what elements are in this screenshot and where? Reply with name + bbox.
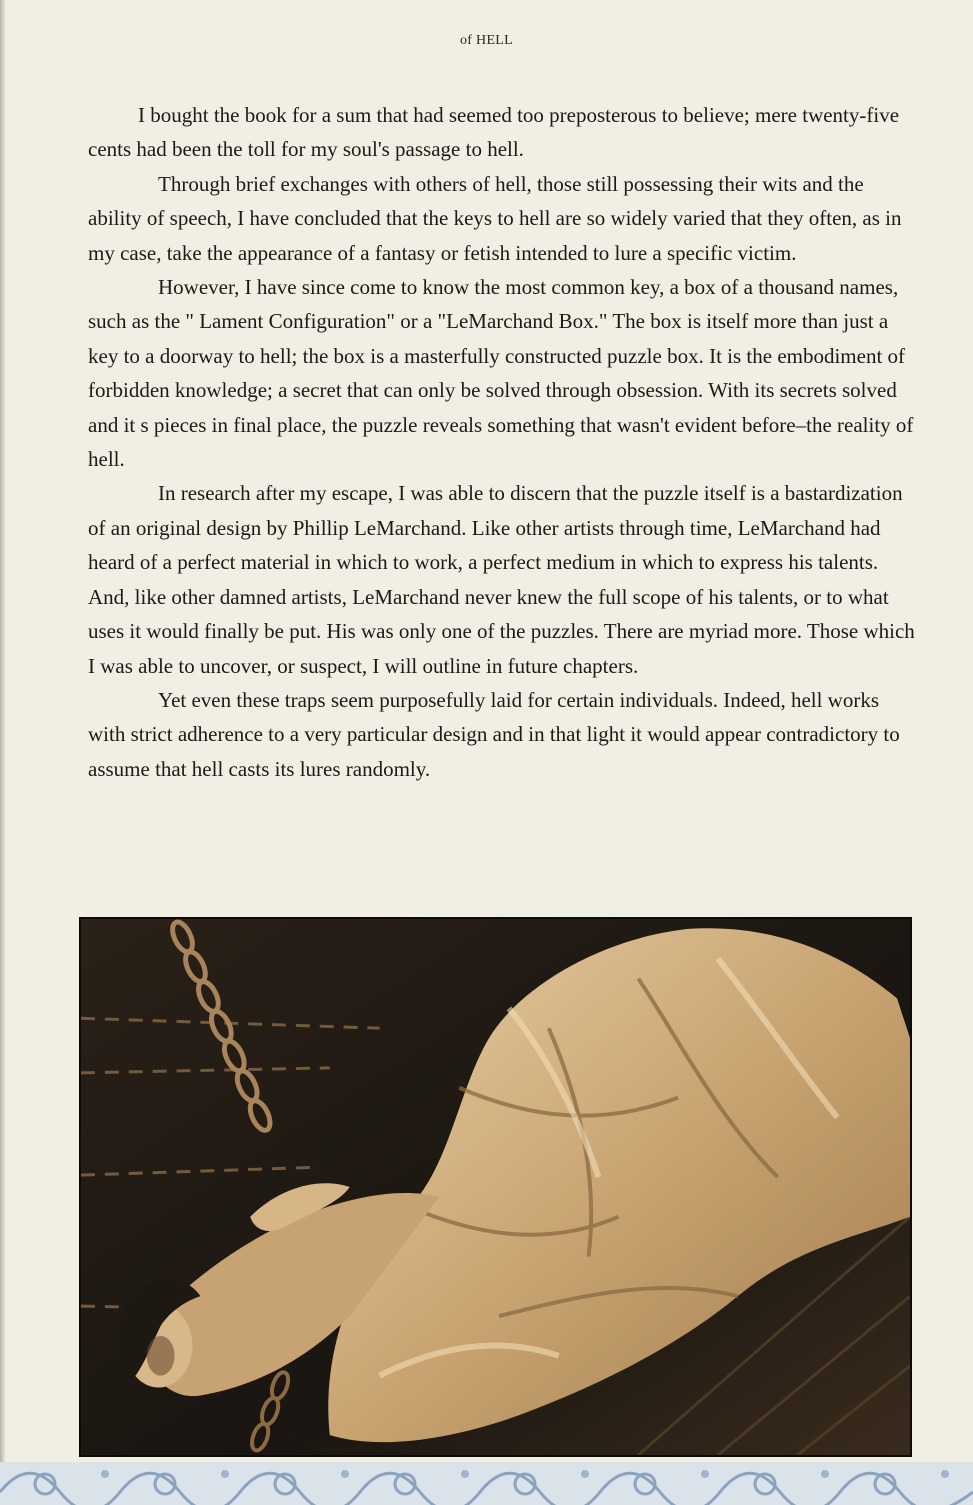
decorative-border <box>0 1462 973 1505</box>
illustration-art <box>81 919 910 1455</box>
paragraph: I bought the book for a sum that had seemed too preposterous to believe; mere twenty-five cents had been the toll for my soul's passage to hell. <box>88 103 900 162</box>
figure-face-shadow <box>147 1336 175 1376</box>
page-edge-shadow <box>0 0 6 1505</box>
body-text <box>88 98 920 786</box>
running-head: of HELL <box>459 33 514 48</box>
illustration-figure-with-chain <box>79 917 912 1457</box>
paragraph: Yet even these traps seem purposefully laid for certain individuals. Indeed, hell works with strict adherence to a very particular design and in that light it would appear contradictory to assume that hell casts its lures randomly. <box>88 687 900 781</box>
paragraph: However, I have since come to know the most common key, a box of a thousand names, such as the " Lament Configuration" or a "LeMarchand Box." The box is itself more than just a key to a doorway to hell; the box is a masterfully constructed puzzle box. It is the embodiment of forbidden knowledge; a secret that can only be solved through obsession. With its secrets solved and it s pieces in final place, the puzzle reveals something that wasn't evident before–the reality of hell. <box>88 275 914 472</box>
paragraph: Through brief exchanges with others of hell, those still possessing their wits and the ability of speech, I have concluded that the keys to hell are so widely varied that they often, as in my case, take the appearance of a fantasy or fetish intended to lure a specific victim. <box>88 171 902 265</box>
paragraph: In research after my escape, I was able to discern that the puzzle itself is a bastardization of an original design by Phillip LeMarchand. Like other artists through time, LeMarchand had heard of a perfect material in which to work, a perfect medium in which to express his talents. And, like other damned artists, LeMarchand never knew the full scope of his talents, or to what uses it would finally be put. His was only one of the puzzles. There are myriad more. Those which I was able to uncover, or suspect, I will outline in future chapters. <box>88 481 915 678</box>
decorative-border-art <box>0 1462 973 1505</box>
